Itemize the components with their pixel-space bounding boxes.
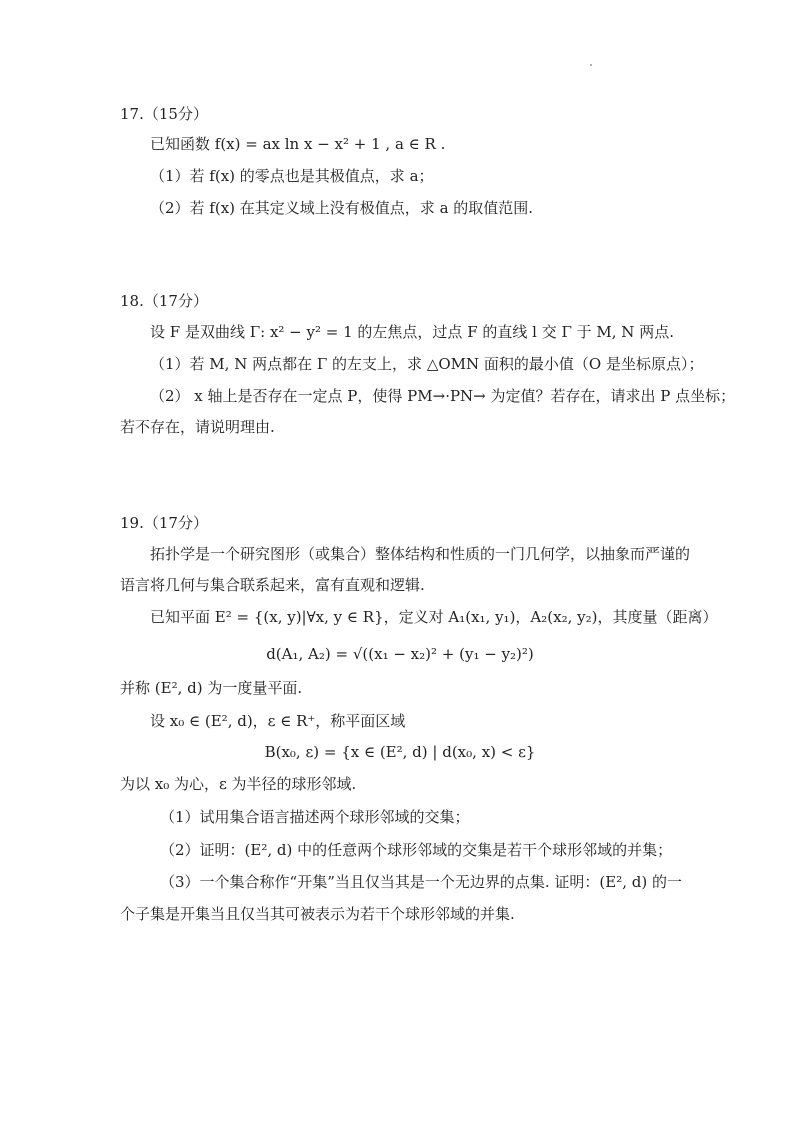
q19-part3-cont: 个子集是开集当且仅当其可被表示为若干个球形邻域的并集. [120, 905, 515, 923]
q19-part2: （2）证明：(E², d) 中的任意两个球形邻域的交集是若干个球形邻域的并集； [160, 841, 673, 859]
q18-part2: （2） x 轴上是否存在一定点 P，使得 PM→·PN→ 为定值？若存在，请求出 P 点坐标； [150, 387, 736, 405]
q18-header: 18.（17分） [120, 292, 208, 310]
q19-ball-def: 为以 x₀ 为心，ε 为半径的球形邻域. [120, 775, 357, 793]
q19-region-def: 设 x₀ ∈ (E², d)，ε ∈ R⁺，称平面区域 [150, 712, 406, 730]
scan-speck [590, 64, 592, 66]
q19-ball-formula: B(x₀, ε) = {x ∈ (E², d) | d(x₀, x) < ε} [264, 743, 536, 761]
q17-stem: 已知函数 f(x) = ax ln x − x² + 1 , a ∈ R . [150, 135, 446, 153]
q18-part2-cont: 若不存在，请说明理由. [120, 418, 275, 436]
q17-header: 17.（15分） [120, 105, 208, 123]
q19-intro-cont: 语言将几何与集合联系起来，富有直观和逻辑. [120, 576, 425, 594]
q19-intro: 拓扑学是一个研究图形（或集合）整体结构和性质的一门几何学，以抽象而严谨的 [150, 545, 691, 563]
q19-distance-formula: d(A₁, A₂) = √((x₁ − x₂)² + (y₁ − y₂)²) [266, 645, 534, 663]
q17-part1: （1）若 f(x) 的零点也是其极值点，求 a； [150, 167, 434, 185]
q19-part3: （3）一个集合称作“开集”当且仅当其是一个无边界的点集. 证明：(E², d) 的一 [160, 873, 682, 891]
q17-part2: （2）若 f(x) 在其定义域上没有极值点，求 a 的取值范围. [150, 199, 534, 217]
q18-stem: 设 F 是双曲线 Γ: x² − y² = 1 的左焦点，过点 F 的直线 l 交 Γ 于 M, N 两点. [150, 323, 674, 341]
q18-part1: （1）若 M, N 两点都在 Γ 的左支上，求 △OMN 面积的最小值（O 是坐标原点）； [150, 355, 704, 373]
q19-part1: （1）试用集合语言描述两个球形邻域的交集； [160, 808, 470, 826]
q19-header: 19.（17分） [120, 514, 208, 532]
q19-metric-plane: 并称 (E², d) 为一度量平面. [120, 679, 303, 697]
q19-definition: 已知平面 E² = {(x, y)|∀x, y ∈ R}，定义对 A₁(x₁, y₁)，A₂(x₂, y₂)，其度量（距离） [150, 608, 718, 626]
